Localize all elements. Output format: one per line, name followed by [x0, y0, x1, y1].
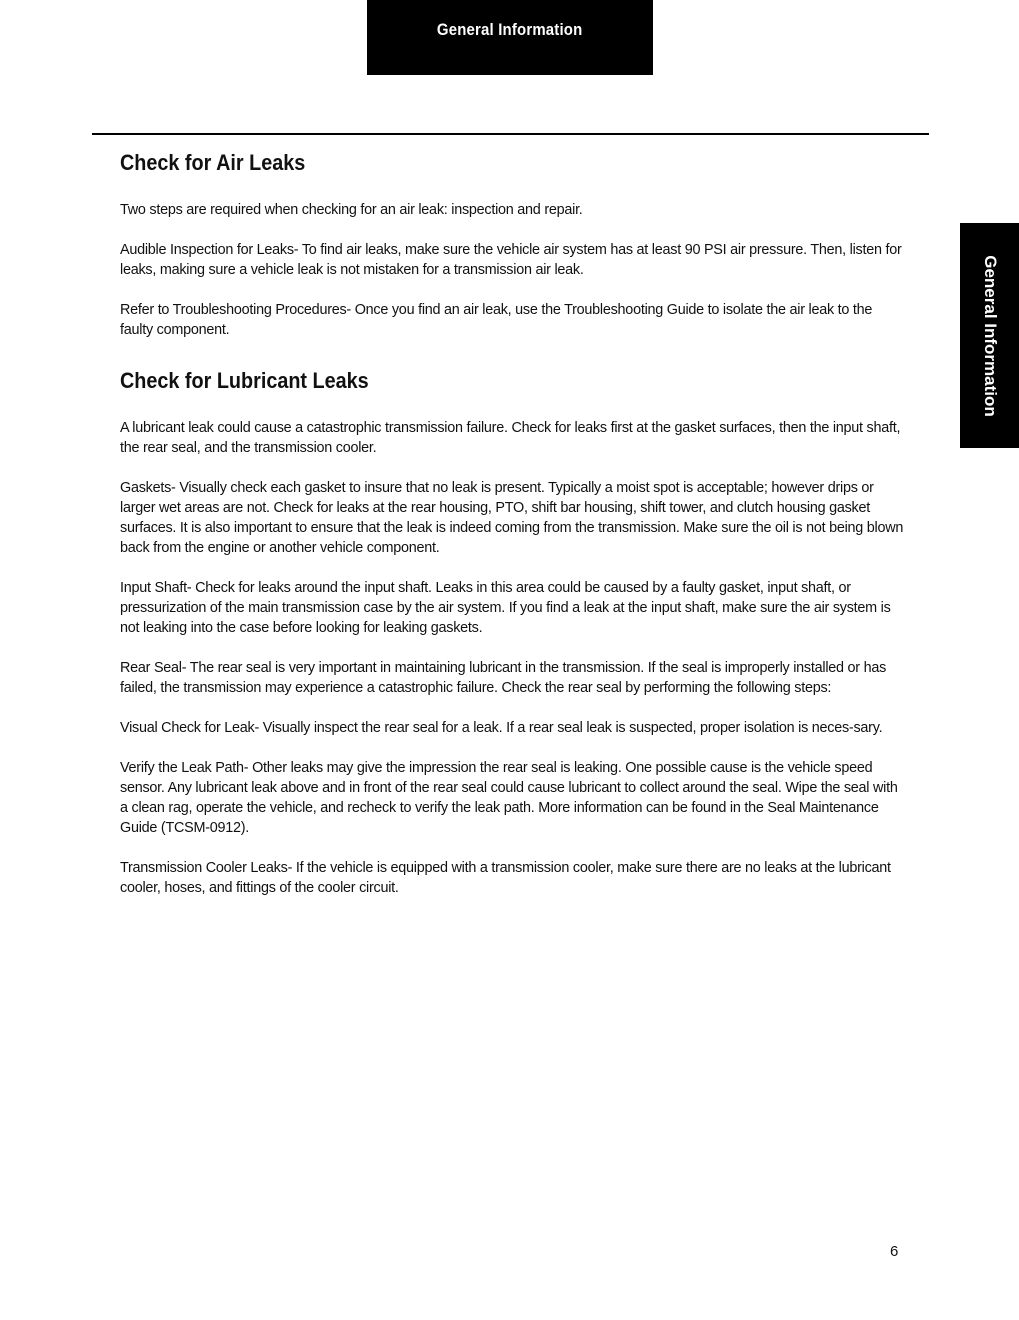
- main-content: [120, 146, 905, 898]
- side-section-label: General Information: [980, 254, 1000, 417]
- paragraph: Input Shaft- Check for leaks around the input shaft. Leaks in this area could be caused by a faulty gasket, input shaft, or pressurization of the main transmission case by the air system. If you find a leak at the input shaft, make sure the air system is not leaking into the case before looking for leaking gaskets.: [120, 580, 891, 636]
- paragraph: A lubricant leak could cause a catastrophic transmission failure. Check for leaks first at the gasket surfaces, then the input shaft, the rear seal, and the transmission cooler.: [120, 420, 901, 456]
- page-number: 6: [890, 1243, 899, 1260]
- paragraph: Gaskets- Visually check each gasket to insure that no leak is present. Typically a moist spot is acceptable; however drips or larger wet areas are not. Check for leaks at the rear housing, PTO, shift bar housing, shift tower, and clutch housing gasket surfaces. It is also important to ensure that the leak is indeed coming from the transmission. Make sure the oil is not being blown back from the engine or another vehicle component.: [120, 480, 904, 556]
- header-section-label: General Information: [437, 20, 583, 39]
- paragraph: Rear Seal- The rear seal is very important in maintaining lubricant in the transmission. If the seal is improperly installed or has failed, the transmission may experience a catastrophic failure. Check the rear seal by performing the following steps:: [120, 660, 887, 696]
- header-section-tab: [367, 0, 653, 75]
- paragraph: Two steps are required when checking for an air leak: inspection and repair.: [120, 202, 583, 218]
- paragraph: Refer to Troubleshooting Procedures- Once you find an air leak, use the Troubleshooting Guide to isolate the air leak to the faulty component.: [120, 302, 873, 338]
- paragraph: Visual Check for Leak- Visually inspect the rear seal for a leak. If a rear seal leak is suspected, proper isolation is neces-sary.: [120, 720, 883, 736]
- paragraph: Audible Inspection for Leaks- To find air leaks, make sure the vehicle air system has at least 90 PSI air pressure. Then, listen for leaks, making sure a vehicle leak is not mistaken for a transmission air leak.: [120, 242, 902, 278]
- section-heading-lubricant-leaks: Check for Lubricant Leaks: [120, 368, 369, 393]
- side-section-tab: [960, 223, 1019, 448]
- header-divider: [92, 133, 929, 135]
- section-heading-air-leaks: Check for Air Leaks: [120, 150, 306, 175]
- paragraph: Verify the Leak Path- Other leaks may give the impression the rear seal is leaking. One possible cause is the vehicle speed sensor. Any lubricant leak above and in front of the rear seal could cause lubricant to collect around the seal. Wipe the seal with a clean rag, operate the vehicle, and recheck to verify the leak path. More information can be found in the Seal Maintenance Guide (TCSM-0912).: [120, 760, 898, 836]
- paragraph: Transmission Cooler Leaks- If the vehicle is equipped with a transmission cooler, make sure there are no leaks at the lubricant cooler, hoses, and fittings of the cooler circuit.: [120, 860, 891, 896]
